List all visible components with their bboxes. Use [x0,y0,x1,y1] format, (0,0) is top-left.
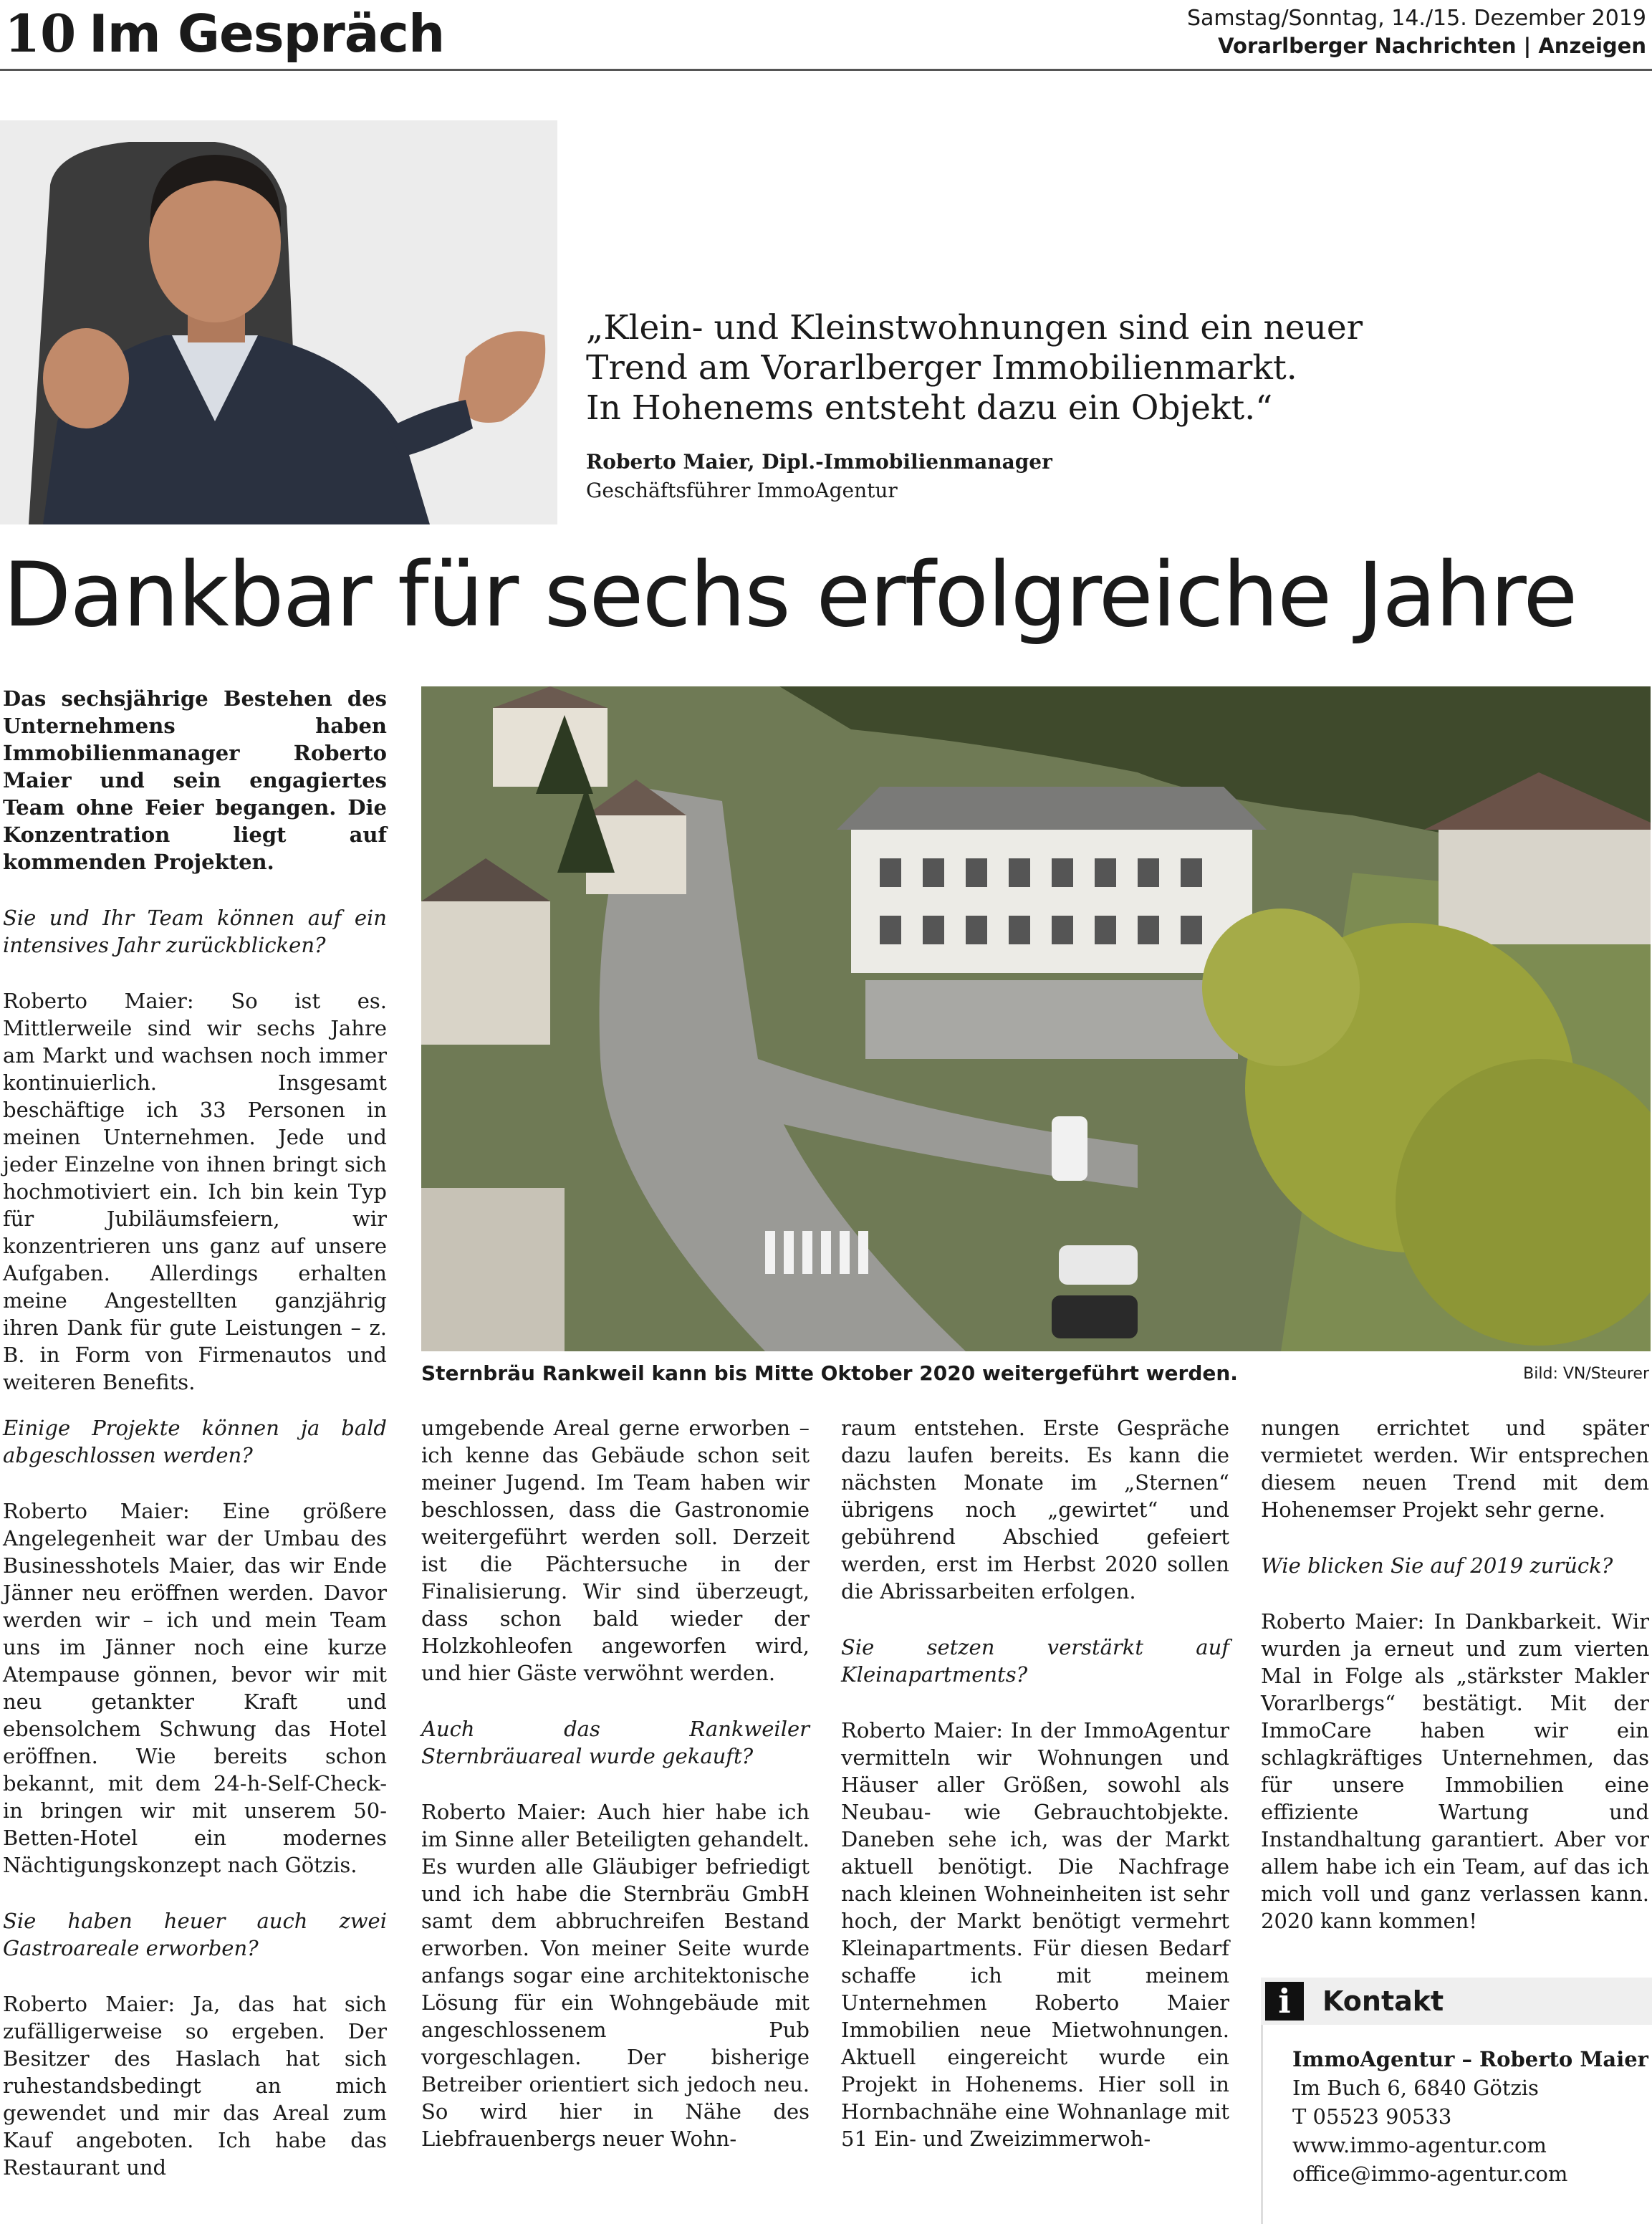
interview-answer: nungen errichtet und später vermietet werden. Wir entsprechen diesem neuen Trend mit dem Hohenemser Projekt sehr gerne. [1261,1416,1649,1522]
contact-details [1292,2045,1648,2188]
contact-email-link[interactable]: office@immo-agentur.com [1292,2162,1568,2186]
contact-address: Im Buch 6, 6840 Götzis [1292,2076,1539,2100]
contact-website-link[interactable]: www.immo-agentur.com [1292,2133,1547,2157]
interview-answer: Roberto Maier: Auch hier habe ich im Sinne aller Beteiligten gehandelt. Es wurden alle Gläubiger befriedigt und ich habe die Sternbräu GmbH samt dem abbruchreifen Bestand erworben. Von meiner Seite wurde anfangs sogar eine architektonische Lösung für ein Wohngebäude mit angeschlossenem Pub vorgeschlagen. Der bisherige Betreiber orientiert sich jedoch neu. So wird hier in Nähe des Liebfrauenbergs neuer Wohn- [421,1800,810,2151]
interview-question: Sie haben heuer auch zwei Gastroareale erworben? [3,1909,387,1960]
interview-answer: Roberto Maier: In der ImmoAgentur vermitteln wir Wohnungen und Häuser aller Größen, sowohl als Neubau- wie Gebrauchtobjekte. Daneben sehe ich, was der Markt aktuell benötigt. Die Nachfrage nach kleinen Wohneinheiten ist sehr hoch, der Markt benötigt vermehrt Kleinapartments. Für diesen Bedarf schaffe ich mit meinem Unternehmen Roberto Maier Immobilien neue Mietwohnungen. Aktuell eingereicht wurde ein Projekt in Hohenems. Hier soll in Hornbachnähe eine Wohnanlage mit 51 Ein- und Zweizimmerwoh- [841,1718,1229,2151]
contact-phone: T 05523 90533 [1292,2104,1452,2129]
portrait-photo [0,120,557,524]
contact-box [1261,1978,1652,2224]
issue-date: Samstag/Sonntag, 14./15. Dezember 2019 [1186,6,1646,31]
article-lead: Das sechsjährige Bestehen des Unternehmens haben Immobilienmanager Roberto Maier und sein engagiertes Team ohne Feier begangen. Die Konzentration liegt auf kommenden Projekten. [3,686,387,874]
photo-credit: Bild: VN/Steurer [1523,1365,1649,1383]
contact-company: ImmoAgentur – Roberto Maier [1292,2047,1648,2071]
quote-author-role: Geschäftsführer ImmoAgentur [586,479,898,502]
headline: Dankbar für sechs erfolgreiche Jahre [3,544,1577,647]
pull-quote [586,308,1431,428]
contact-header [1261,1978,1652,2025]
article-column [841,1414,1229,2181]
interview-answer: umgebende Areal gerne erworben – ich kenne das Gebäude schon seit meiner Jugend. Im Team haben wir beschlossen, dass die Gastronomie weitergeführt werden soll. Derzeit ist die Pächtersuche in der Finalisierung. Wir sind überzeugt, dass schon bald wieder der Holzkohleofen angeworfen wird, und hier Gäste verwöhnt werden. [421,1416,810,1685]
publication-name: Vorarlberger Nachrichten | Anzeigen [1218,34,1646,58]
article-column [421,1414,810,2181]
article-column [3,685,387,1424]
interview-question: Sie und Ihr Team können auf ein intensives Jahr zurückblicken? [3,906,387,957]
pull-quote-line: In Hohenems entsteht dazu ein Objekt.“ [586,388,1273,428]
interview-answer: Roberto Maier: Eine größere Angelegenheit war der Umbau des Businesshotels Maier, das wir Ende Jänner neu eröffnen werden. Davor werden wir – ich und mein Team uns im Jänner noch eine kurze Atempause gönnen, bevor wir mit neu getankter Kraft und ebensolchem Schwung das Hotel eröffnen. Wie bereits schon bekannt, mit dem 24-h-Self-Check-in bringen wir mit unserem 50-Betten-Hotel ein modernes Nächtigungskonzept nach Götzis. [3,1499,387,1877]
photo-caption: Sternbräu Rankweil kann bis Mitte Oktober 2020 weitergeführt werden. [421,1361,1238,1385]
aerial-photo [421,686,1651,1351]
contact-title: Kontakt [1322,1985,1444,2017]
interview-answer: Roberto Maier: Ja, das hat sich zufälligerweise so ergeben. Der Besitzer des Haslach hat sich ruhestandsbedingt an mich gewendet und mir das Areal zum Kauf angeboten. Ich habe das Restaurant und [3,1992,387,2180]
interview-answer: Roberto Maier: So ist es. Mittlerweile sind wir sechs Jahre am Markt und wachsen noch immer kontinuierlich. Insgesamt beschäftige ich 33 Personen in meinen Unternehmen. Jede und jeder Einzelne von ihnen bringt sich hochmotiviert ein. Ich bin kein Typ für Jubiläumsfeiern, wir konzentrieren uns ganz auf unsere Aufgaben. Allerdings erhalten meine Angestellten ganzjährig ihren Dank für gute Leistungen – z. B. in Form von Firmenautos und weiteren Benefits. [3,989,387,1394]
interview-question: Wie blicken Sie auf 2019 zurück? [1261,1553,1613,1578]
header-divider [0,69,1652,71]
interview-question: Sie setzen verstärkt auf Kleinapartments? [841,1635,1229,1687]
interview-question: Auch das Rankweiler Sternbräuareal wurde gekauft? [421,1717,810,1768]
contact-divider [1261,2025,1263,2224]
pull-quote-line: Trend am Vorarlberger Immobilienmarkt. [586,348,1297,388]
interview-question: Einige Projekte können ja bald abgeschlossen werden? [3,1416,387,1467]
article-column [3,1414,387,2210]
info-icon: i [1265,1982,1304,2021]
section-title: Im Gespräch [89,4,445,64]
pull-quote-line: „Klein- und Kleinstwohnungen sind ein neuer [586,308,1363,348]
interview-answer: Roberto Maier: In Dankbarkeit. Wir wurden ja erneut und zum vierten Mal in Folge als „stärkster Makler Vorarlbergs“ bestätigt. Mit der ImmoCare haben wir ein schlagkräftiges Unternehmen, das für unsere Immobilien eine effiziente Wartung und Instandhaltung garantiert. Aber vor allem habe ich ein Team, auf das ich mich voll und ganz verlassen kann. 2020 kann kommen! [1261,1609,1649,1933]
page-number: 10 [4,3,77,64]
interview-answer: raum entstehen. Erste Gespräche dazu laufen bereits. Es kann die nächsten Monate im „Sternen“ übrigens noch „gewirtet“ und gebührend Abschied gefeiert werden, erst im Herbst 2020 sollen die Abrissarbeiten erfolgen. [841,1416,1229,1604]
article-column [1261,1414,1649,1963]
quote-author: Roberto Maier, Dipl.-Immobilienmanager [586,450,1052,474]
